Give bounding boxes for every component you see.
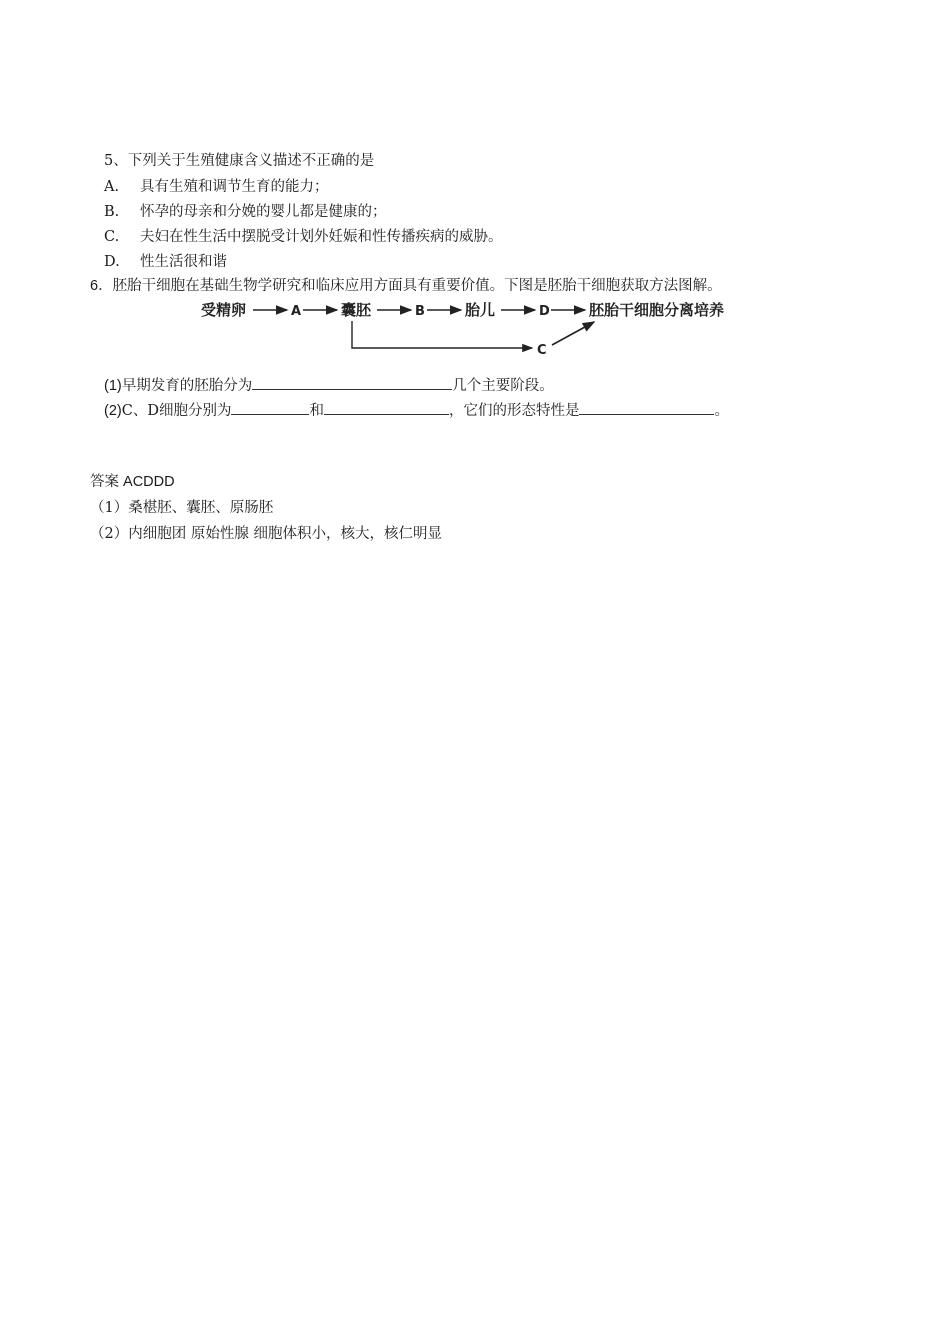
option-letter: C. <box>104 229 120 245</box>
option-text: 怀孕的母亲和分娩的婴儿都是健康的； <box>140 204 387 220</box>
node-a: A <box>291 304 302 319</box>
q6-stem-text: ．胚胎干细胞在基础生物学研究和临床应用方面具有重要价值。下图是胚胎干细胞获取方法图解。 <box>98 278 722 294</box>
arrow-blastocyst-c <box>352 321 532 348</box>
node-d: D <box>539 304 550 319</box>
option-letter: B. <box>104 204 120 220</box>
answer-blank[interactable] <box>324 400 449 415</box>
sub-text: 和 <box>309 403 324 419</box>
arrow-c-culture <box>552 322 594 345</box>
sub-prefix: (1) <box>104 378 122 394</box>
node-culture: 胚胎干细胞分离培养 <box>589 301 725 319</box>
sub-text: 几个主要阶段。 <box>452 378 554 394</box>
q5-option-a <box>104 177 329 197</box>
option-text: 性生活很和谐 <box>140 254 227 270</box>
sub-text: 。 <box>714 403 729 419</box>
answer-blank[interactable] <box>231 400 309 415</box>
answer-blank[interactable] <box>252 375 452 390</box>
q5-option-c <box>104 227 503 247</box>
q5-option-d <box>104 252 227 272</box>
q6-sub1 <box>104 375 554 396</box>
sub-prefix: (2) <box>104 403 122 419</box>
option-text: 具有生殖和调节生育的能力； <box>140 179 329 195</box>
node-blastocyst: 囊胚 <box>341 301 372 319</box>
answer-blank[interactable] <box>579 400 714 415</box>
embryonic-stem-cell-flow-diagram <box>195 296 795 366</box>
node-c: C <box>537 343 547 358</box>
option-letter: A. <box>104 179 120 195</box>
q6-number: 6 <box>90 278 99 294</box>
q6-stem <box>90 276 722 296</box>
sub-text: C、D细胞分别为 <box>121 403 232 419</box>
q5-stem: 5、下列关于生殖健康含义描述不正确的是 <box>104 153 375 169</box>
sub-text: ，它们的形态特性是 <box>448 403 580 419</box>
option-text: 夫妇在性生活中摆脱受计划外妊娠和性传播疾病的威胁。 <box>140 229 503 245</box>
sub-text: 早期发育的胚胎分为 <box>121 378 253 394</box>
q6-sub2 <box>104 400 729 421</box>
answer-line-1: （1）桑椹胚、囊胚、原肠胚 <box>90 500 274 516</box>
node-b: B <box>415 304 425 319</box>
answer-title: 答案 ACDDD <box>90 474 175 490</box>
option-letter: D. <box>104 254 120 270</box>
node-fetus: 胎儿 <box>465 301 496 319</box>
q5-option-b <box>104 202 387 222</box>
answer-line-2: （2）内细胞团 原始性腺 细胞体积小，核大，核仁明显 <box>90 526 442 542</box>
node-zygote: 受精卵 <box>201 301 247 319</box>
